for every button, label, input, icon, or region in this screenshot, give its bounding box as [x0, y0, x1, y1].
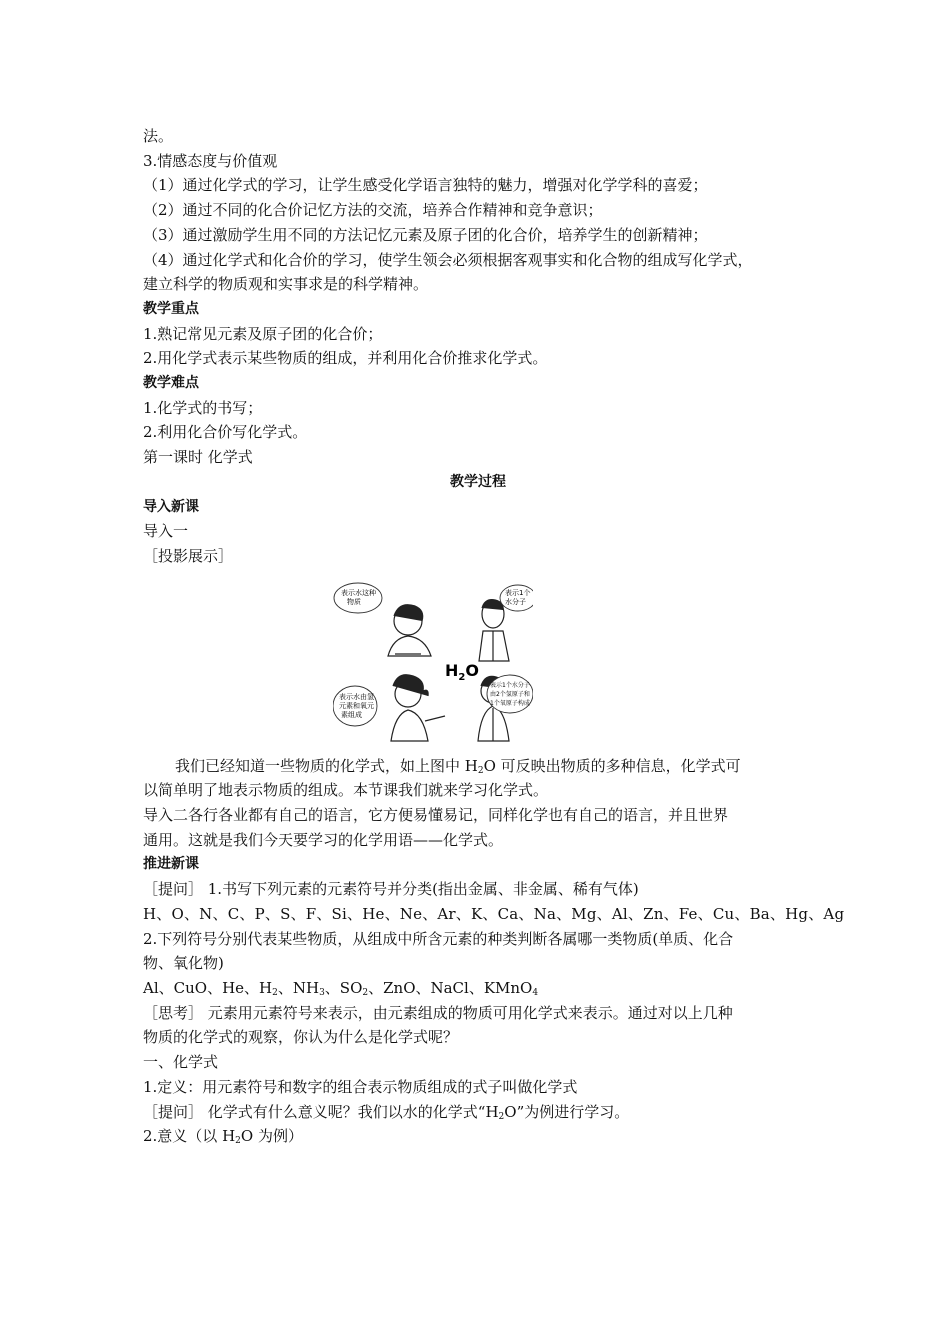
text-line: 3.情感态度与价值观	[143, 151, 278, 170]
h2o-illustration	[333, 576, 533, 746]
text-line: 法。	[143, 127, 174, 145]
bubble-text: 表示1个	[505, 588, 531, 597]
bubble-text: 元素和氧元	[339, 701, 374, 710]
text-line: （4）通过化学式和化合价的学习，使学生领会必须根据客观事实和化合物的组成写化学式，	[143, 250, 753, 269]
text-line: （3）通过激励学生用不同的方法记忆元素及原子团的化合价，培养学生的创新精神；	[143, 225, 708, 244]
question-line: ［提问］ 1.书写下列元素的元素符号并分类(指出金属、非金属、稀有气体)	[143, 880, 639, 899]
subscript: 2	[498, 1111, 505, 1122]
subscript: 2	[362, 987, 369, 998]
projection-label: ［投影展示］	[143, 546, 234, 565]
paragraph-line: 以简单明了地表示物质的组成。本节课我们就来学习化学式。	[143, 781, 549, 800]
process-title: 教学过程	[450, 473, 506, 490]
bubble-text: 物质	[347, 597, 361, 606]
speech-bubble-4	[487, 675, 533, 713]
text-span: 、SO	[324, 978, 363, 997]
focus-item: 1.熟记常见元素及原子团的化合价；	[143, 324, 383, 343]
text-span: O 为例）	[240, 1127, 303, 1146]
difficulty-item: 2.利用化合价写化学式。	[143, 423, 308, 442]
speech-bubble-3	[333, 686, 377, 726]
text-line: （1）通过化学式的学习，让学生感受化学语言独特的魅力，增强对化学学科的喜爱；	[143, 176, 708, 195]
intro-heading: 导入新课	[143, 498, 199, 515]
bubble-text: 表示水这种	[341, 588, 376, 597]
section-heading-difficulty: 教学难点	[143, 375, 199, 392]
text-span: 2.意义（以 H	[143, 1127, 236, 1146]
person-top-left	[388, 604, 431, 655]
substances-line	[143, 976, 813, 1001]
lesson-line: 第一课时 化学式	[143, 448, 253, 467]
text-span: 、ZnO、NaCl、KMnO	[368, 978, 533, 997]
text-span: 、NH	[277, 978, 320, 997]
intro-one: 导入一	[143, 522, 189, 541]
question-line: 2.下列符号分别代表某些物质，从组成中所含元素的种类判断各属哪一类物质(单质、化合	[143, 929, 734, 948]
formula-o: O	[465, 660, 479, 680]
definition-line: 1.定义：用元素符号和数字的组合表示物质组成的式子叫做化学式	[143, 1077, 578, 1096]
difficulty-item: 1.化学式的书写；	[143, 398, 263, 417]
elements-line: H、O、N、C、P、S、F、Si、He、Ne、Ar、K、Ca、Na、Mg、Al、Zn、Fe、Cu、Ba、Hg、Ag	[143, 904, 845, 923]
h2o-formula	[445, 661, 479, 683]
text-span: ［提问］ 化学式有什么意义呢？我们以水的化学式“H	[143, 1102, 499, 1121]
person-bottom-left	[391, 674, 445, 740]
bubble-text: 表示1个水分子	[490, 681, 530, 689]
text-line: （2）通过不同的化合价记忆方法的交流，培养合作精神和竞争意识；	[143, 201, 603, 220]
think-line: ［思考］ 元素用元素符号来表示，由元素组成的物质可用化学式来表示。通过对以上几种	[143, 1003, 733, 1022]
subscript: 2	[272, 987, 278, 998]
advance-heading: 推进新课	[143, 856, 199, 873]
formula-sub: 2	[458, 671, 466, 683]
paragraph-line	[143, 754, 813, 779]
speech-bubble-2	[500, 585, 533, 611]
text-span: Al、CuO、He、H	[143, 978, 273, 997]
text-line: 建立科学的物质观和实事求是的科学精神。	[143, 275, 429, 294]
question-line	[143, 1100, 813, 1125]
think-line: 物质的化学式的观察，你认为什么是化学式呢？	[143, 1028, 459, 1047]
bubble-text: 表示水由氢	[339, 692, 374, 701]
paragraph-line: 导入二各行各业都有自己的语言，它方便易懂易记，同样化学也有自己的语言，并且世界	[143, 806, 729, 825]
subscript: 2	[477, 765, 484, 776]
subscript: 4	[532, 987, 539, 998]
text-span: 我们已经知道一些物质的化学式，如上图中 H	[175, 756, 478, 775]
section-title: 一、化学式	[143, 1053, 219, 1072]
speech-bubble-1	[334, 583, 382, 613]
focus-item: 2.用化学式表示某些物质的组成，并利用化合价推求化学式。	[143, 349, 548, 368]
section-heading-focus: 教学重点	[143, 300, 199, 317]
text-span: O 可反映出物质的多种信息，化学式可	[483, 756, 741, 775]
bubble-text: 素组成	[341, 710, 362, 719]
meaning-line	[143, 1124, 813, 1149]
subscript: 2	[235, 1136, 241, 1147]
question-line: 物、氧化物)	[143, 954, 224, 973]
document-page	[143, 124, 845, 1149]
person-top-right	[479, 599, 509, 660]
bubble-text: 由2个氢原子和	[490, 690, 530, 698]
subscript: 3	[319, 987, 325, 998]
h2o-illustration-svg	[333, 576, 533, 746]
bubble-text: 水分子	[505, 597, 526, 606]
bubble-text: 1个氧原子构成	[490, 699, 530, 707]
paragraph-line: 通用。这就是我们今天要学习的化学用语——化学式。	[143, 830, 504, 849]
text-span: O”为例进行学习。	[504, 1102, 630, 1121]
formula-h: H	[445, 660, 459, 680]
